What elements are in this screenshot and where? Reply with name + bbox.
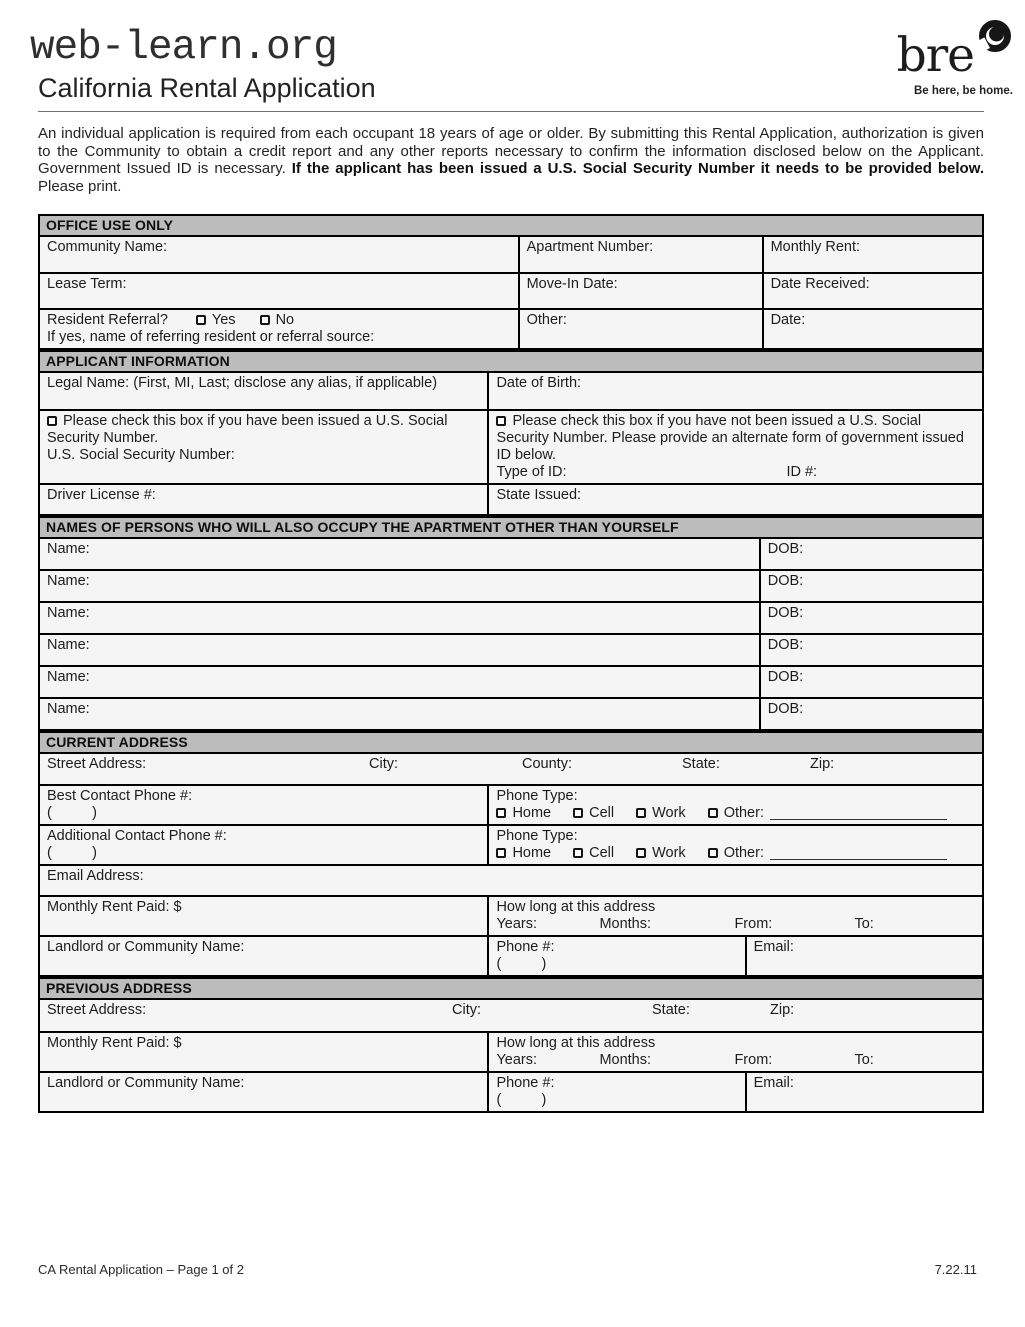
phone-type-label: Phone Type: [496, 827, 578, 844]
office-use-only-header: OFFICE USE ONLY [40, 216, 982, 235]
referral-yes-label: Yes [211, 311, 236, 328]
to-label: To: [854, 915, 874, 932]
occupant-dob-field: DOB: [759, 699, 982, 729]
zip-label: Zip: [810, 755, 835, 772]
move-in-date-field: Move-In Date: [518, 274, 762, 308]
occupant-row [40, 697, 982, 729]
legal-name-field: Legal Name: (First, MI, Last; disclose any alias, if applicable) [47, 374, 438, 391]
occupant-name-field: Name: [47, 572, 90, 589]
bre-tagline: Be here, be home. [913, 84, 1013, 97]
phone-other-label: Other: [723, 804, 764, 821]
phone-home-label: Home [512, 844, 552, 861]
how-long-field [487, 897, 982, 935]
phone-cell-label: Cell [589, 844, 615, 861]
additional-contact-phone-label: Additional Contact Phone #: [47, 827, 227, 844]
driver-license-field: Driver License #: [47, 486, 156, 503]
occupant-name-field: Name: [47, 540, 90, 557]
monthly-rent-paid-field: Monthly Rent Paid: $ [47, 898, 182, 915]
occupant-row [40, 665, 982, 697]
occupant-dob-field: DOB: [759, 635, 982, 665]
landlord-name-field: Landlord or Community Name: [47, 938, 245, 955]
phone-home-checkbox-icon[interactable] [496, 848, 506, 858]
phone-work-checkbox-icon[interactable] [636, 808, 646, 818]
monthly-rent-field: Monthly Rent: [762, 237, 982, 272]
current-address-header: CURRENT ADDRESS [40, 733, 982, 752]
to-label: To: [854, 1051, 874, 1068]
ssn-number-label: U.S. Social Security Number: [47, 446, 235, 463]
ssn-not-issued-label: Please check this box if you have not been issued a U.S. Social Security Number. Please provide an alternate form of government issued ID below. [496, 412, 964, 463]
occupant-row [40, 601, 982, 633]
table-row [40, 272, 982, 308]
months-label: Months: [599, 1051, 652, 1068]
footer-version-text: 7.22.11 [934, 1262, 977, 1277]
referral-no-label: No [275, 311, 295, 328]
page-footer [38, 1262, 977, 1277]
state-issued-field: State Issued: [487, 485, 982, 514]
occupant-dob-field: DOB: [759, 571, 982, 601]
intro-bold-text: If the applicant has been issued a U.S. Social Security Number it needs to be provided below. [291, 160, 984, 178]
referral-source-label: If yes, name of referring resident or referral source: [47, 328, 375, 345]
ssn-issued-field [40, 411, 487, 483]
phone-work-label: Work [652, 844, 686, 861]
intro-text: An individual application is required from each occupant 18 years of age or older. By submitting this Rental Application, authorization is given to the Community to obtain a credit report and any other reports necessary to confirm the information disclosed below on the Applicant. Government Issued ID is necessary. [38, 125, 984, 178]
occupant-name-field: Name: [47, 604, 90, 621]
table-row [40, 752, 982, 784]
type-of-id-label: Type of ID: [496, 463, 567, 480]
how-long-field [487, 1033, 982, 1071]
referral-no-checkbox-icon[interactable] [260, 315, 270, 325]
best-contact-phone-field [40, 786, 487, 824]
additional-contact-phone-field [40, 826, 487, 864]
email-address-field: Email Address: [47, 867, 144, 884]
table-row [40, 409, 982, 483]
phone-home-checkbox-icon[interactable] [496, 808, 506, 818]
landlord-phone-field [487, 937, 744, 975]
resident-referral-label: Resident Referral? [47, 311, 168, 328]
table-row [40, 235, 982, 272]
date-of-birth-field: Date of Birth: [487, 373, 982, 409]
street-address-field: Street Address: [47, 755, 147, 772]
office-use-only-section [38, 214, 984, 350]
phone-cell-checkbox-icon[interactable] [573, 808, 583, 818]
how-long-label: How long at this address [496, 1034, 656, 1051]
table-row [40, 1071, 982, 1111]
apartment-number-field: Apartment Number: [518, 237, 762, 272]
from-label: From: [734, 1051, 773, 1068]
previous-address-header: PREVIOUS ADDRESS [40, 979, 982, 998]
phone-type-field [487, 826, 982, 864]
occupant-row [40, 633, 982, 665]
other-field: Other: [518, 310, 762, 348]
state-label: State: [682, 755, 720, 772]
monthly-rent-paid-field: Monthly Rent Paid: $ [47, 1034, 182, 1051]
intro-text-after: Please print. [38, 177, 122, 195]
landlord-email-field: Email: [745, 1073, 982, 1111]
ssn-not-issued-checkbox-icon[interactable] [496, 416, 506, 426]
occupant-dob-field: DOB: [759, 539, 982, 569]
occupant-row [40, 569, 982, 601]
landlord-name-field: Landlord or Community Name: [47, 1074, 245, 1091]
from-label: From: [734, 915, 773, 932]
page-title: California Rental Application [38, 73, 376, 104]
date-received-field: Date Received: [762, 274, 982, 308]
occupant-name-field: Name: [47, 668, 90, 685]
phone-area-hint: ( ) [47, 804, 97, 821]
resident-referral-field [40, 310, 518, 348]
county-label: County: [522, 755, 572, 772]
phone-number-label: Phone #: [496, 1074, 555, 1091]
years-label: Years: [496, 1051, 538, 1068]
table-row [40, 371, 982, 409]
landlord-phone-field [487, 1073, 744, 1111]
phone-area-hint: ( ) [496, 1091, 547, 1108]
site-name: web-learn.org [30, 25, 337, 71]
phone-home-label: Home [512, 804, 552, 821]
previous-address-section [38, 977, 984, 1113]
title-divider [38, 111, 984, 112]
city-label: City: [369, 755, 398, 772]
table-row [40, 864, 982, 895]
phone-type-field [487, 786, 982, 824]
years-label: Years: [496, 915, 538, 932]
occupant-dob-field: DOB: [759, 603, 982, 633]
referral-yes-checkbox-icon[interactable] [196, 315, 206, 325]
ssn-issued-label: Please check this box if you have been issued a U.S. Social Security Number. [47, 412, 448, 446]
phone-area-hint: ( ) [496, 955, 547, 972]
occupant-name-field: Name: [47, 700, 90, 717]
occupant-name-field: Name: [47, 636, 90, 653]
table-row [40, 824, 982, 864]
how-long-label: How long at this address [496, 898, 656, 915]
table-row [40, 784, 982, 824]
id-number-label: ID #: [786, 463, 818, 480]
table-row [40, 895, 982, 935]
occupant-row [40, 537, 982, 569]
table-row [40, 1031, 982, 1071]
table-row [40, 308, 982, 348]
phone-other-label: Other: [723, 844, 764, 861]
applicant-information-header: APPLICANT INFORMATION [40, 352, 982, 371]
intro-paragraph [38, 125, 984, 195]
city-label: City: [452, 1001, 481, 1018]
phone-other-fill-line[interactable] [770, 847, 947, 860]
current-address-section [38, 731, 984, 977]
phone-other-fill-line[interactable] [770, 807, 947, 820]
months-label: Months: [599, 915, 652, 932]
zip-label: Zip: [770, 1001, 795, 1018]
applicant-information-section [38, 350, 984, 516]
phone-type-label: Phone Type: [496, 787, 578, 804]
table-row [40, 935, 982, 975]
date-field: Date: [762, 310, 982, 348]
best-contact-phone-label: Best Contact Phone #: [47, 787, 193, 804]
phone-work-label: Work [652, 804, 686, 821]
community-name-field: Community Name: [47, 238, 168, 255]
phone-area-hint: ( ) [47, 844, 97, 861]
phone-other-checkbox-icon[interactable] [708, 848, 718, 858]
table-row [40, 998, 982, 1031]
occupants-section [38, 516, 984, 731]
phone-other-checkbox-icon[interactable] [708, 808, 718, 818]
lease-term-field: Lease Term: [47, 275, 127, 292]
state-label: State: [652, 1001, 690, 1018]
phone-number-label: Phone #: [496, 938, 555, 955]
table-row [40, 483, 982, 514]
occupants-header: NAMES OF PERSONS WHO WILL ALSO OCCUPY THE APARTMENT OTHER THAN YOURSELF [40, 518, 982, 537]
landlord-email-field: Email: [745, 937, 982, 975]
ssn-not-issued-field [487, 411, 982, 483]
phone-cell-label: Cell [589, 804, 615, 821]
phone-work-checkbox-icon[interactable] [636, 848, 646, 858]
ssn-issued-checkbox-icon[interactable] [47, 416, 57, 426]
bre-logo-text: bre [896, 28, 974, 83]
occupant-dob-field: DOB: [759, 667, 982, 697]
footer-left-text: CA Rental Application – Page 1 of 2 [38, 1262, 244, 1277]
street-address-field: Street Address: [47, 1001, 147, 1018]
phone-cell-checkbox-icon[interactable] [573, 848, 583, 858]
